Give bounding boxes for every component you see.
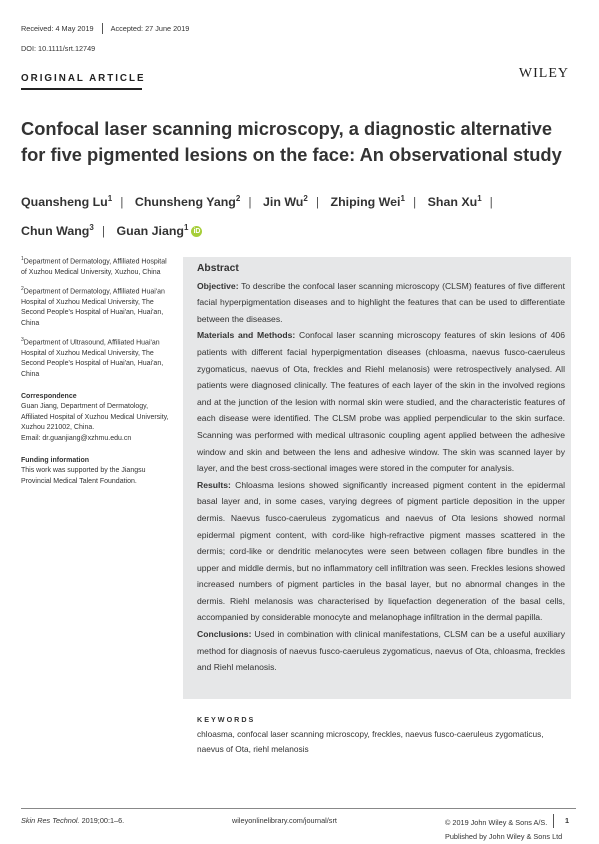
author[interactable]: Guan Jiang$^1$ <box>116 223 189 239</box>
abstract-results: Results: Chloasma lesions showed significantly increased pigment content in the epidermal basal layer and, in some cases, varying degrees of pigment particle deposition in the upper dermis. Naevus fusco-caeruleus zygomaticus and naevus of Ota lesions showed normal epidermal pigment content, with cord-like high-refractive pigment masses scattered in the dermis; cord-like or dendritic melanocytes were seen between collagen fibre bundles in the upper and middle dermis, but no inflammatory cell infiltration was seen. Freckles lesions showed increased numbers of pigment particles in the basal layer, but no abnormal changes in the dermis. Riehl melanosis was characterised by liquefaction degeneration of the basal cells, accompanied by considerable monocyte and melanophage infiltration in the dermal papilla. <box>197 479 566 623</box>
citation-info: 2019;00:1–6. <box>81 816 125 825</box>
date-divider <box>102 23 103 34</box>
copyright-text: © 2019 John Wiley & Sons A/S. <box>445 818 548 827</box>
author-separator: | <box>120 195 124 210</box>
abstract-conclusions: Conclusions: Used in combination with clinical manifestations, CLSM can be a useful auxiliary method for diagnosis of naevus fusco-caeruleus zygomaticus, naevus of Ota, chloasma, freckles and Riehl melanosis. <box>197 629 566 673</box>
author-list <box>21 186 581 244</box>
author[interactable]: Shan Xu$^1$ <box>427 194 482 210</box>
accepted-date: Accepted: 27 June 2019 <box>110 24 190 33</box>
correspondence <box>21 392 171 444</box>
doi[interactable]: DOI: 10.1111/srt.12749 <box>21 44 96 53</box>
footer-divider <box>21 808 576 809</box>
correspondence-email[interactable]: Email: dr.guanjiang@xzhmu.edu.cn <box>21 434 132 442</box>
author[interactable]: Quansheng Lu$^1$ <box>21 194 113 210</box>
affiliations-sidebar <box>21 254 171 487</box>
funding <box>21 456 171 487</box>
author-separator: | <box>412 195 417 210</box>
page-number: 1 <box>565 816 570 825</box>
author[interactable]: Zhiping Wei$^1$ <box>330 194 405 210</box>
affiliation: $^2$Department of Dermatology, Affiliated Huai'an Hospital of Xuzhou Medical University, The Second People's Hospital of Huai'an, Huai'an, China <box>21 286 165 327</box>
abstract-methods: Materials and Methods: Confocal laser scanning microscopy features of skin lesions of 406 patients with different facial hyperpigmentation diseases (chloasma, naevus fusco-caeruleus zygomaticus, naevus of Ota, freckles and Riehl melanosis) were retrospectively analysed. All patients were diagnosed clinically. The features of each layer of the skin in the involved regions and at the junction of the lesion with normal skin were studied, and the characteristic features of each disease were identified. The CLSM probe was applied perpendicular to the skin surface. Scanning was performed with medical ultrasonic coupling agent applied between the adhesive window and skin and between the lens and adhesive window. The skin was scanned layer by layer, and the best cross-sectional images were stored in the computer for analysis. <box>197 330 565 474</box>
author-separator: | <box>248 195 252 210</box>
author-separator: | <box>315 195 320 210</box>
footer-citation <box>21 816 124 825</box>
keywords-text: chloasma, confocal laser scanning microscopy, freckles, naevus fusco-caeruleus zygomaticus, naevus of Ota, riehl melanosis <box>197 729 544 754</box>
abstract-objective: Objective: To describe the confocal laser scanning microscopy (CLSM) features of five different facial hyperpigmentation diseases and to highlight the features that can be used to differentiate between the diseases. <box>197 280 565 324</box>
funding-text: This work was supported by the Jiangsu Provincial Medical Talent Foundation. <box>21 467 146 485</box>
author[interactable]: Jin Wu$^2$ <box>262 194 308 210</box>
affiliation: $^3$Department of Ultrasound, Affiliated Huai'an Hospital of Xuzhou Medical University, The Second People's Hospital of Huai'an, Huai'an, China <box>21 337 164 378</box>
author[interactable]: Chun Wang$^3$ <box>21 223 94 239</box>
received-date: Received: 4 May 2019 <box>21 24 94 33</box>
correspondence-text: Guan Jiang, Department of Dermatology, Affiliated Hospital of Xuzhou Medical University, Xuzhou 221002, China. <box>21 403 169 432</box>
author[interactable]: Chunsheng Yang$^2$ <box>134 194 241 210</box>
keywords-heading: KEYWORDS <box>197 715 256 724</box>
publisher-logo: WILEY <box>518 66 569 81</box>
author-separator: | <box>489 195 493 210</box>
orcid-icon[interactable]: iD <box>193 228 201 236</box>
footer-page-divider <box>553 814 554 828</box>
journal-name: Skin Res Technol. <box>21 816 80 825</box>
published-by-text: Published by John Wiley & Sons Ltd <box>445 832 563 841</box>
author-separator: | <box>101 224 106 239</box>
affiliation: $^1$Department of Dermatology, Affiliated Hospital of Xuzhou Medical University, Xuzhou, China <box>21 256 167 276</box>
funding-heading: Funding information <box>21 457 90 465</box>
article-type-label: ORIGINAL ARTICLE <box>21 73 146 84</box>
abstract-heading: Abstract <box>197 263 239 274</box>
abstract <box>197 261 565 676</box>
article-type-underline <box>21 88 142 90</box>
article-title: Confocal laser scanning microscopy, a diagnostic alternative for five pigmented lesions on the face: An observational study <box>21 118 562 165</box>
correspondence-heading: Correspondence <box>21 393 77 401</box>
journal-url[interactable]: wileyonlinelibrary.com/journal/srt <box>232 816 337 825</box>
article-dates <box>21 23 189 34</box>
